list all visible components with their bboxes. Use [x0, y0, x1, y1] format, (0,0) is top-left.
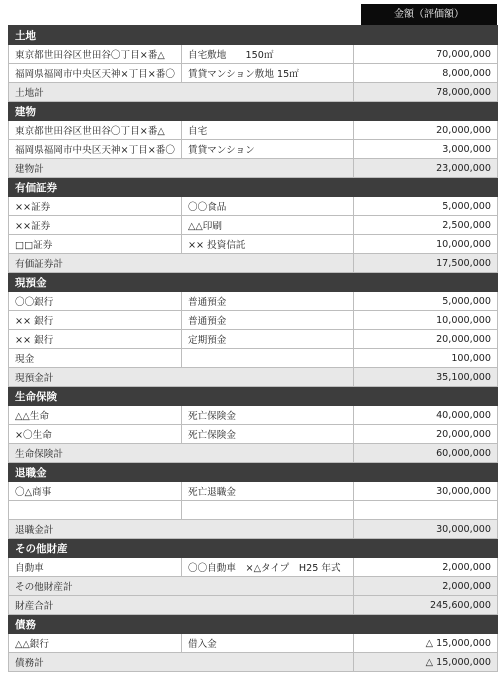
- item-location: ×× 銀行: [9, 330, 182, 349]
- item-location: 東京都世田谷区世田谷〇丁目×番△: [9, 45, 182, 64]
- table-row: [9, 216, 498, 235]
- item-location: ××証券: [9, 216, 182, 235]
- item-amount: 20,000,000: [354, 330, 498, 349]
- item-amount: 20,000,000: [354, 121, 498, 140]
- section-title: 現預金: [9, 273, 498, 292]
- subtotal-row: [9, 444, 498, 463]
- item-description: △△印刷: [182, 216, 354, 235]
- subtotal-row-amount: 23,000,000: [354, 159, 498, 178]
- item-location: △△銀行: [9, 634, 182, 653]
- item-amount: 70,000,000: [354, 45, 498, 64]
- subtotal-row: [9, 159, 498, 178]
- item-location: △△生命: [9, 406, 182, 425]
- subtotal-row: [9, 520, 498, 539]
- subtotal-row-label: 有価証券計: [9, 254, 354, 273]
- item-amount: 20,000,000: [354, 425, 498, 444]
- subtotal-row-label: 債務計: [9, 653, 354, 672]
- item-description: 普通預金: [182, 311, 354, 330]
- item-amount: 2,000,000: [354, 558, 498, 577]
- asset-table-body: [9, 26, 498, 672]
- item-location: 自動車: [9, 558, 182, 577]
- subtotal-row: [9, 577, 498, 596]
- item-description: 〇〇自動車 ×△タイプ H25 年式: [182, 558, 354, 577]
- asset-table: [8, 25, 498, 672]
- item-description: [182, 501, 354, 520]
- subtotal-row: [9, 653, 498, 672]
- item-description: 賃貸マンション: [182, 140, 354, 159]
- item-description: 〇〇食品: [182, 197, 354, 216]
- item-description: 賃貸マンション敷地 15㎡: [182, 64, 354, 83]
- section-title: 建物: [9, 102, 498, 121]
- table-row: [9, 197, 498, 216]
- subtotal-row-amount: 78,000,000: [354, 83, 498, 102]
- grand-total-row-label: 財産合計: [9, 596, 354, 615]
- section-title: 土地: [9, 26, 498, 45]
- item-amount: 40,000,000: [354, 406, 498, 425]
- subtotal-row-label: 退職金計: [9, 520, 354, 539]
- table-row: [9, 482, 498, 501]
- section-header: [9, 26, 498, 45]
- item-location: 〇△商事: [9, 482, 182, 501]
- section-header: [9, 273, 498, 292]
- item-location: ×× 銀行: [9, 311, 182, 330]
- section-title: 退職金: [9, 463, 498, 482]
- item-amount: △ 15,000,000: [354, 634, 498, 653]
- subtotal-row: [9, 368, 498, 387]
- subtotal-row-amount: △ 15,000,000: [354, 653, 498, 672]
- item-description: 自宅: [182, 121, 354, 140]
- table-row: [9, 501, 498, 520]
- item-location: □□証券: [9, 235, 182, 254]
- table-row: [9, 634, 498, 653]
- table-row: [9, 235, 498, 254]
- section-header: [9, 387, 498, 406]
- item-location: ×〇生命: [9, 425, 182, 444]
- section-header: [9, 463, 498, 482]
- item-description: 死亡保険金: [182, 425, 354, 444]
- subtotal-row: [9, 83, 498, 102]
- item-description: 死亡保険金: [182, 406, 354, 425]
- subtotal-row-label: 生命保険計: [9, 444, 354, 463]
- section-title: 生命保険: [9, 387, 498, 406]
- item-amount: 2,500,000: [354, 216, 498, 235]
- subtotal-row-amount: 60,000,000: [354, 444, 498, 463]
- item-amount: 5,000,000: [354, 292, 498, 311]
- subtotal-row-amount: 30,000,000: [354, 520, 498, 539]
- table-row: [9, 140, 498, 159]
- item-description: 借入金: [182, 634, 354, 653]
- subtotal-row-amount: 35,100,000: [354, 368, 498, 387]
- subtotal-row: [9, 254, 498, 273]
- item-description: 普通預金: [182, 292, 354, 311]
- item-amount: [354, 501, 498, 520]
- item-description: 自宅敷地 150㎡: [182, 45, 354, 64]
- item-description: ×× 投資信託: [182, 235, 354, 254]
- item-description: 定期預金: [182, 330, 354, 349]
- item-amount: 5,000,000: [354, 197, 498, 216]
- item-amount: 100,000: [354, 349, 498, 368]
- subtotal-row-amount: 17,500,000: [354, 254, 498, 273]
- table-row: [9, 292, 498, 311]
- item-location: 〇〇銀行: [9, 292, 182, 311]
- table-row: [9, 406, 498, 425]
- section-header: [9, 615, 498, 634]
- section-title: その他財産: [9, 539, 498, 558]
- section-title: 有価証券: [9, 178, 498, 197]
- table-row: [9, 558, 498, 577]
- item-description: [182, 349, 354, 368]
- grand-total-row-amount: 245,600,000: [354, 596, 498, 615]
- section-header: [9, 178, 498, 197]
- subtotal-row-amount: 2,000,000: [354, 577, 498, 596]
- subtotal-row-label: その他財産計: [9, 577, 354, 596]
- item-location: 福岡県福岡市中央区天神×丁目×番〇: [9, 140, 182, 159]
- table-row: [9, 330, 498, 349]
- item-amount: 8,000,000: [354, 64, 498, 83]
- item-amount: 10,000,000: [354, 311, 498, 330]
- item-location: [9, 501, 182, 520]
- table-row: [9, 45, 498, 64]
- table-row: [9, 311, 498, 330]
- item-amount: 3,000,000: [354, 140, 498, 159]
- item-location: 現金: [9, 349, 182, 368]
- item-location: 東京都世田谷区世田谷〇丁目×番△: [9, 121, 182, 140]
- table-row: [9, 64, 498, 83]
- subtotal-row-label: 現預金計: [9, 368, 354, 387]
- section-header: [9, 102, 498, 121]
- item-location: 福岡県福岡市中央区天神×丁目×番〇: [9, 64, 182, 83]
- subtotal-row-label: 土地計: [9, 83, 354, 102]
- item-amount: 10,000,000: [354, 235, 498, 254]
- grand-total-row: [9, 596, 498, 615]
- section-title: 債務: [9, 615, 498, 634]
- table-row: [9, 349, 498, 368]
- amount-column-header: 金額（評価額）: [361, 4, 497, 25]
- table-header: [8, 4, 497, 25]
- table-row: [9, 121, 498, 140]
- table-row: [9, 425, 498, 444]
- item-location: ××証券: [9, 197, 182, 216]
- section-header: [9, 539, 498, 558]
- subtotal-row-label: 建物計: [9, 159, 354, 178]
- item-description: 死亡退職金: [182, 482, 354, 501]
- item-amount: 30,000,000: [354, 482, 498, 501]
